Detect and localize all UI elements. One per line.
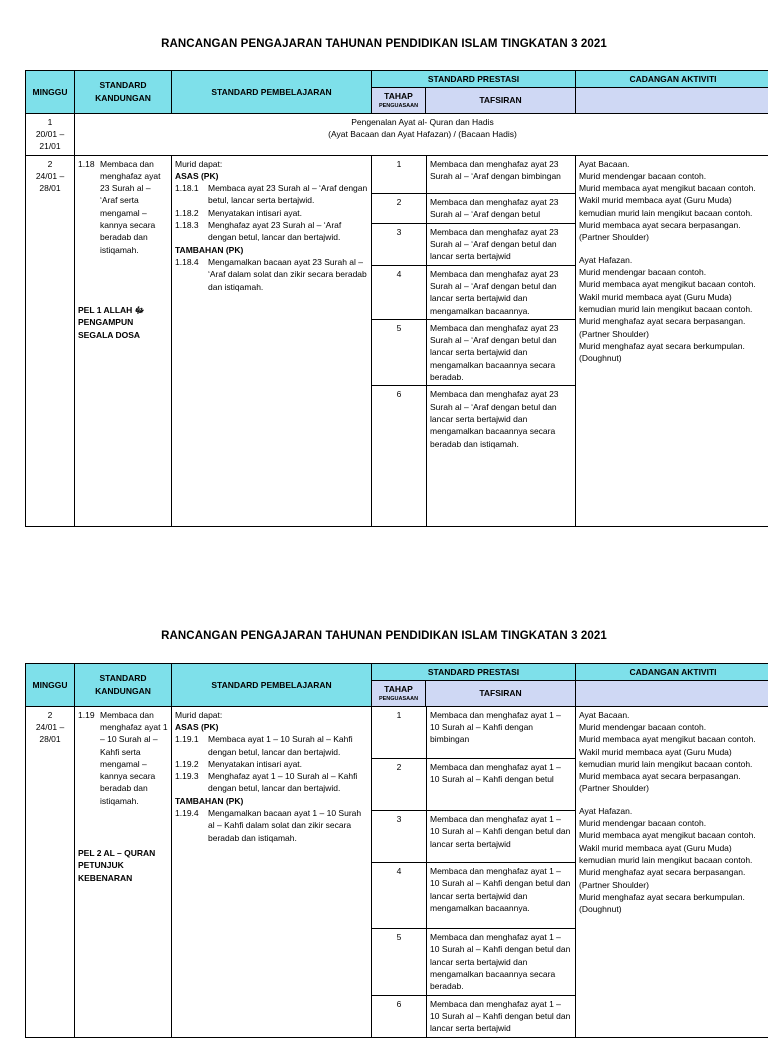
page-title: RANCANGAN PENGAJARAN TAHUNAN PENDIDIKAN ISLAM TINGKATAN 3 2021 (0, 38, 768, 50)
aktiviti-line: Murid menghafaz ayat secara berkumpulan. (Doughnut) (579, 340, 767, 365)
sp-code: 1.19.2 (175, 758, 208, 770)
sp-code: 1.18.3 (175, 219, 208, 244)
header-aktiviti-blank (576, 681, 768, 706)
prestasi-level: 2 (372, 759, 427, 811)
header-standard-prestasi: STANDARD PRESTASI (372, 664, 576, 681)
aktiviti-line: Murid mendengar bacaan contoh. (579, 721, 767, 733)
sp-code: 1.18.1 (175, 182, 208, 207)
prestasi-text: Membaca dan menghafaz ayat 23 Surah al – ‘Araf dengan betul dan lancar serta bertajwid dan mengamalkan bacaannya. (427, 265, 576, 319)
header-cadangan-aktiviti: CADANGAN AKTIVITI (576, 664, 768, 681)
prestasi-level: 2 (372, 194, 427, 224)
prestasi-text: Membaca dan menghafaz ayat 1 – 10 Surah al – Kahfi dengan betul dan lancar serta bertajwid dan mengamalkan bacaannya secara beradab. (427, 929, 576, 996)
aktiviti-line: Murid membaca ayat mengikut bacaan contoh. (579, 278, 767, 290)
header-minggu: MINGGU (26, 664, 75, 707)
prestasi-text: Membaca dan menghafaz ayat 1 – 10 Surah al – Kahfi dengan betul (427, 759, 576, 811)
sp-code: 1.19.3 (175, 770, 208, 795)
row-minggu: 2 24/01 – 28/01 (26, 155, 75, 526)
prestasi-text: Membaca dan menghafaz ayat 23 Surah al – ‘Araf dengan betul dan lancar serta bertajwid (427, 223, 576, 265)
prestasi-level: 3 (372, 223, 427, 265)
topic-line-1: Pengenalan Ayat al- Quran dan Hadis (78, 116, 767, 128)
header-minggu: MINGGU (26, 71, 75, 114)
sp-tambahan: TAMBAHAN (PK) (175, 795, 368, 807)
aktiviti-line: Ayat Hafazan. (579, 254, 767, 266)
header-tafsiran: TAFSIRAN (426, 681, 576, 706)
header-cadangan-aktiviti: CADANGAN AKTIVITI (576, 71, 768, 88)
sp-intro: Murid dapat: (175, 709, 368, 721)
aktiviti-line: Wakil murid membaca ayat (Guru Muda) kemudian murid lain mengikut bacaan contoh. (579, 746, 767, 771)
sp-asas: ASAS (PK) (175, 721, 368, 733)
prestasi-text: Membaca dan menghafaz ayat 1 – 10 Surah al – Kahfi dengan betul dan lancar serta bertajwid (427, 811, 576, 863)
sp-text: Membaca ayat 1 – 10 Surah al – Kahfi dengan betul, lancar dan bertajwid. (208, 733, 368, 758)
standard-pembelajaran-cell (172, 706, 372, 1038)
prestasi-text: Membaca dan menghafaz ayat 1 – 10 Surah al – Kahfi dengan betul dan lancar serta bertajwid (427, 995, 576, 1037)
row-minggu: 2 24/01 – 28/01 (26, 706, 75, 1038)
aktiviti-line: Ayat Bacaan. (579, 709, 767, 721)
sp-text: Menyatakan intisari ayat. (208, 758, 368, 770)
sp-text: Menyatakan intisari ayat. (208, 207, 368, 219)
standard-pembelajaran-cell (172, 155, 372, 526)
sk-text: Membaca dan menghafaz ayat 1 – 10 Surah al – Kahfi serta mengamal – kannya secara beradab dan istiqamah. (100, 709, 168, 808)
prestasi-text: Membaca dan menghafaz ayat 23 Surah al – ‘Araf dengan bimbingan (427, 156, 576, 194)
sk-code: 1.18 (78, 158, 100, 257)
header-standard-kandungan: STANDARD KANDUNGAN (75, 664, 172, 707)
standard-kandungan-cell (75, 706, 172, 1038)
standard-prestasi-cell (372, 706, 576, 1038)
sk-code: 1.19 (78, 709, 100, 808)
topic-row (75, 113, 768, 155)
prestasi-level: 1 (372, 156, 427, 194)
pel-label: PEL 1 ALLAH ﷻ PENGAMPUN SEGALA DOSA (78, 304, 168, 341)
sp-text: Mengamalkan bacaan ayat 23 Surah al – ‘Araf dalam solat dan zikir secara beradab dan istiqamah. (208, 256, 368, 293)
topic-minggu: 1 20/01 – 21/01 (26, 113, 75, 155)
sp-tambahan: TAMBAHAN (PK) (175, 244, 368, 256)
sp-text: Membaca ayat 23 Surah al – ‘Araf dengan betul, lancar serta bertajwid. (208, 182, 368, 207)
prestasi-level: 5 (372, 319, 427, 386)
standard-kandungan-cell (75, 155, 172, 526)
prestasi-level: 1 (372, 707, 427, 759)
aktiviti-line: Murid membaca ayat mengikut bacaan contoh. (579, 182, 767, 194)
sp-code: 1.19.1 (175, 733, 208, 758)
header-penguasaan: PENGUASAAN (375, 103, 422, 111)
sp-code: 1.19.4 (175, 807, 208, 844)
cadangan-aktiviti-cell (576, 706, 768, 1038)
prestasi-text: Membaca dan menghafaz ayat 23 Surah al – ‘Araf dengan betul dan lancar serta bertajwid dan mengamalkan bacaannya secara beradab dan istiqamah. (427, 386, 576, 526)
aktiviti-line: Murid membaca ayat mengikut bacaan contoh. (579, 733, 767, 745)
aktiviti-line: Murid membaca ayat mengikut bacaan contoh. (579, 829, 767, 841)
sp-text: Menghafaz ayat 23 Surah al – ‘Araf dengan betul, lancar dan bertajwid. (208, 219, 368, 244)
prestasi-text: Membaca dan menghafaz ayat 23 Surah al – ‘Araf dengan betul dan lancar serta bertajwid dan mengamalkan bacaannya secara beradab. (427, 319, 576, 386)
aktiviti-line: Wakil murid membaca ayat (Guru Muda) kemudian murid lain mengikut bacaan contoh. (579, 194, 767, 219)
aktiviti-line: Murid menghafaz ayat secara berpasangan. (Partner Shoulder) (579, 315, 767, 340)
header-standard-prestasi: STANDARD PRESTASI (372, 71, 576, 88)
sp-intro: Murid dapat: (175, 158, 368, 170)
prestasi-level: 4 (372, 863, 427, 929)
prestasi-level: 5 (372, 929, 427, 996)
sp-code: 1.18.4 (175, 256, 208, 293)
prestasi-text: Membaca dan menghafaz ayat 1 – 10 Surah al – Kahfi dengan betul dan lancar serta bertajwid dan mengamalkan bacaannya. (427, 863, 576, 929)
sp-text: Mengamalkan bacaan ayat 1 – 10 Surah al – Kahfi dalam solat dan zikir secara beradab dan istiqamah. (208, 807, 368, 844)
header-standard-kandungan: STANDARD KANDUNGAN (75, 71, 172, 114)
sp-code: 1.18.2 (175, 207, 208, 219)
standard-prestasi-cell (372, 155, 576, 526)
prestasi-level: 3 (372, 811, 427, 863)
header-aktiviti-blank (576, 88, 768, 113)
pel-label: PEL 2 AL – QURAN PETUNJUK KEBENARAN (78, 847, 168, 884)
plan-table (25, 70, 768, 527)
aktiviti-line: Murid mendengar bacaan contoh. (579, 170, 767, 182)
prestasi-level: 6 (372, 995, 427, 1037)
header-standard-pembelajaran: STANDARD PEMBELAJARAN (172, 664, 372, 707)
prestasi-text: Membaca dan menghafaz ayat 1 – 10 Surah al – Kahfi dengan bimbingan (427, 707, 576, 759)
aktiviti-line: Wakil murid membaca ayat (Guru Muda) kemudian murid lain mengikut bacaan contoh. (579, 842, 767, 867)
sp-text: Menghafaz ayat 1 – 10 Surah al – Kahfi dengan betul, lancar dan bertajwid. (208, 770, 368, 795)
sk-text: Membaca dan menghafaz ayat 23 Surah al – ‘Araf serta mengamal – kannya secara beradab dan istiqamah. (100, 158, 168, 257)
header-tahap: TAHAP PENGUASAAN (372, 681, 426, 706)
prestasi-level: 6 (372, 386, 427, 526)
aktiviti-line: Murid menghafaz ayat secara berpasangan.(Partner Shoulder) (579, 866, 767, 891)
header-standard-pembelajaran: STANDARD PEMBELAJARAN (172, 71, 372, 114)
aktiviti-line: Murid mendengar bacaan contoh. (579, 266, 767, 278)
prestasi-level: 4 (372, 265, 427, 319)
aktiviti-line: Murid mendengar bacaan contoh. (579, 817, 767, 829)
header-tahap: TAHAP PENGUASAAN (372, 88, 426, 113)
topic-line-2: (Ayat Bacaan dan Ayat Hafazan) / (Bacaan Hadis) (78, 128, 767, 140)
aktiviti-line: Murid menghafaz ayat secara berkumpulan. (Doughnut) (579, 891, 767, 916)
sp-asas: ASAS (PK) (175, 170, 368, 182)
aktiviti-line: Ayat Hafazan. (579, 805, 767, 817)
aktiviti-line: Murid membaca ayat secara berpasangan. (Partner Shoulder) (579, 219, 767, 244)
header-penguasaan: PENGUASAAN (375, 696, 422, 704)
header-tafsiran: TAFSIRAN (426, 88, 576, 113)
aktiviti-line: Wakil murid membaca ayat (Guru Muda) kemudian murid lain mengikut bacaan contoh. (579, 291, 767, 316)
prestasi-text: Membaca dan menghafaz ayat 23 Surah al – ‘Araf dengan betul (427, 194, 576, 224)
aktiviti-line: Murid membaca ayat secara berpasangan. (Partner Shoulder) (579, 770, 767, 795)
aktiviti-line: Ayat Bacaan. (579, 158, 767, 170)
plan-table (25, 663, 768, 1038)
page-title: RANCANGAN PENGAJARAN TAHUNAN PENDIDIKAN ISLAM TINGKATAN 3 2021 (0, 630, 768, 642)
cadangan-aktiviti-cell (576, 155, 768, 526)
